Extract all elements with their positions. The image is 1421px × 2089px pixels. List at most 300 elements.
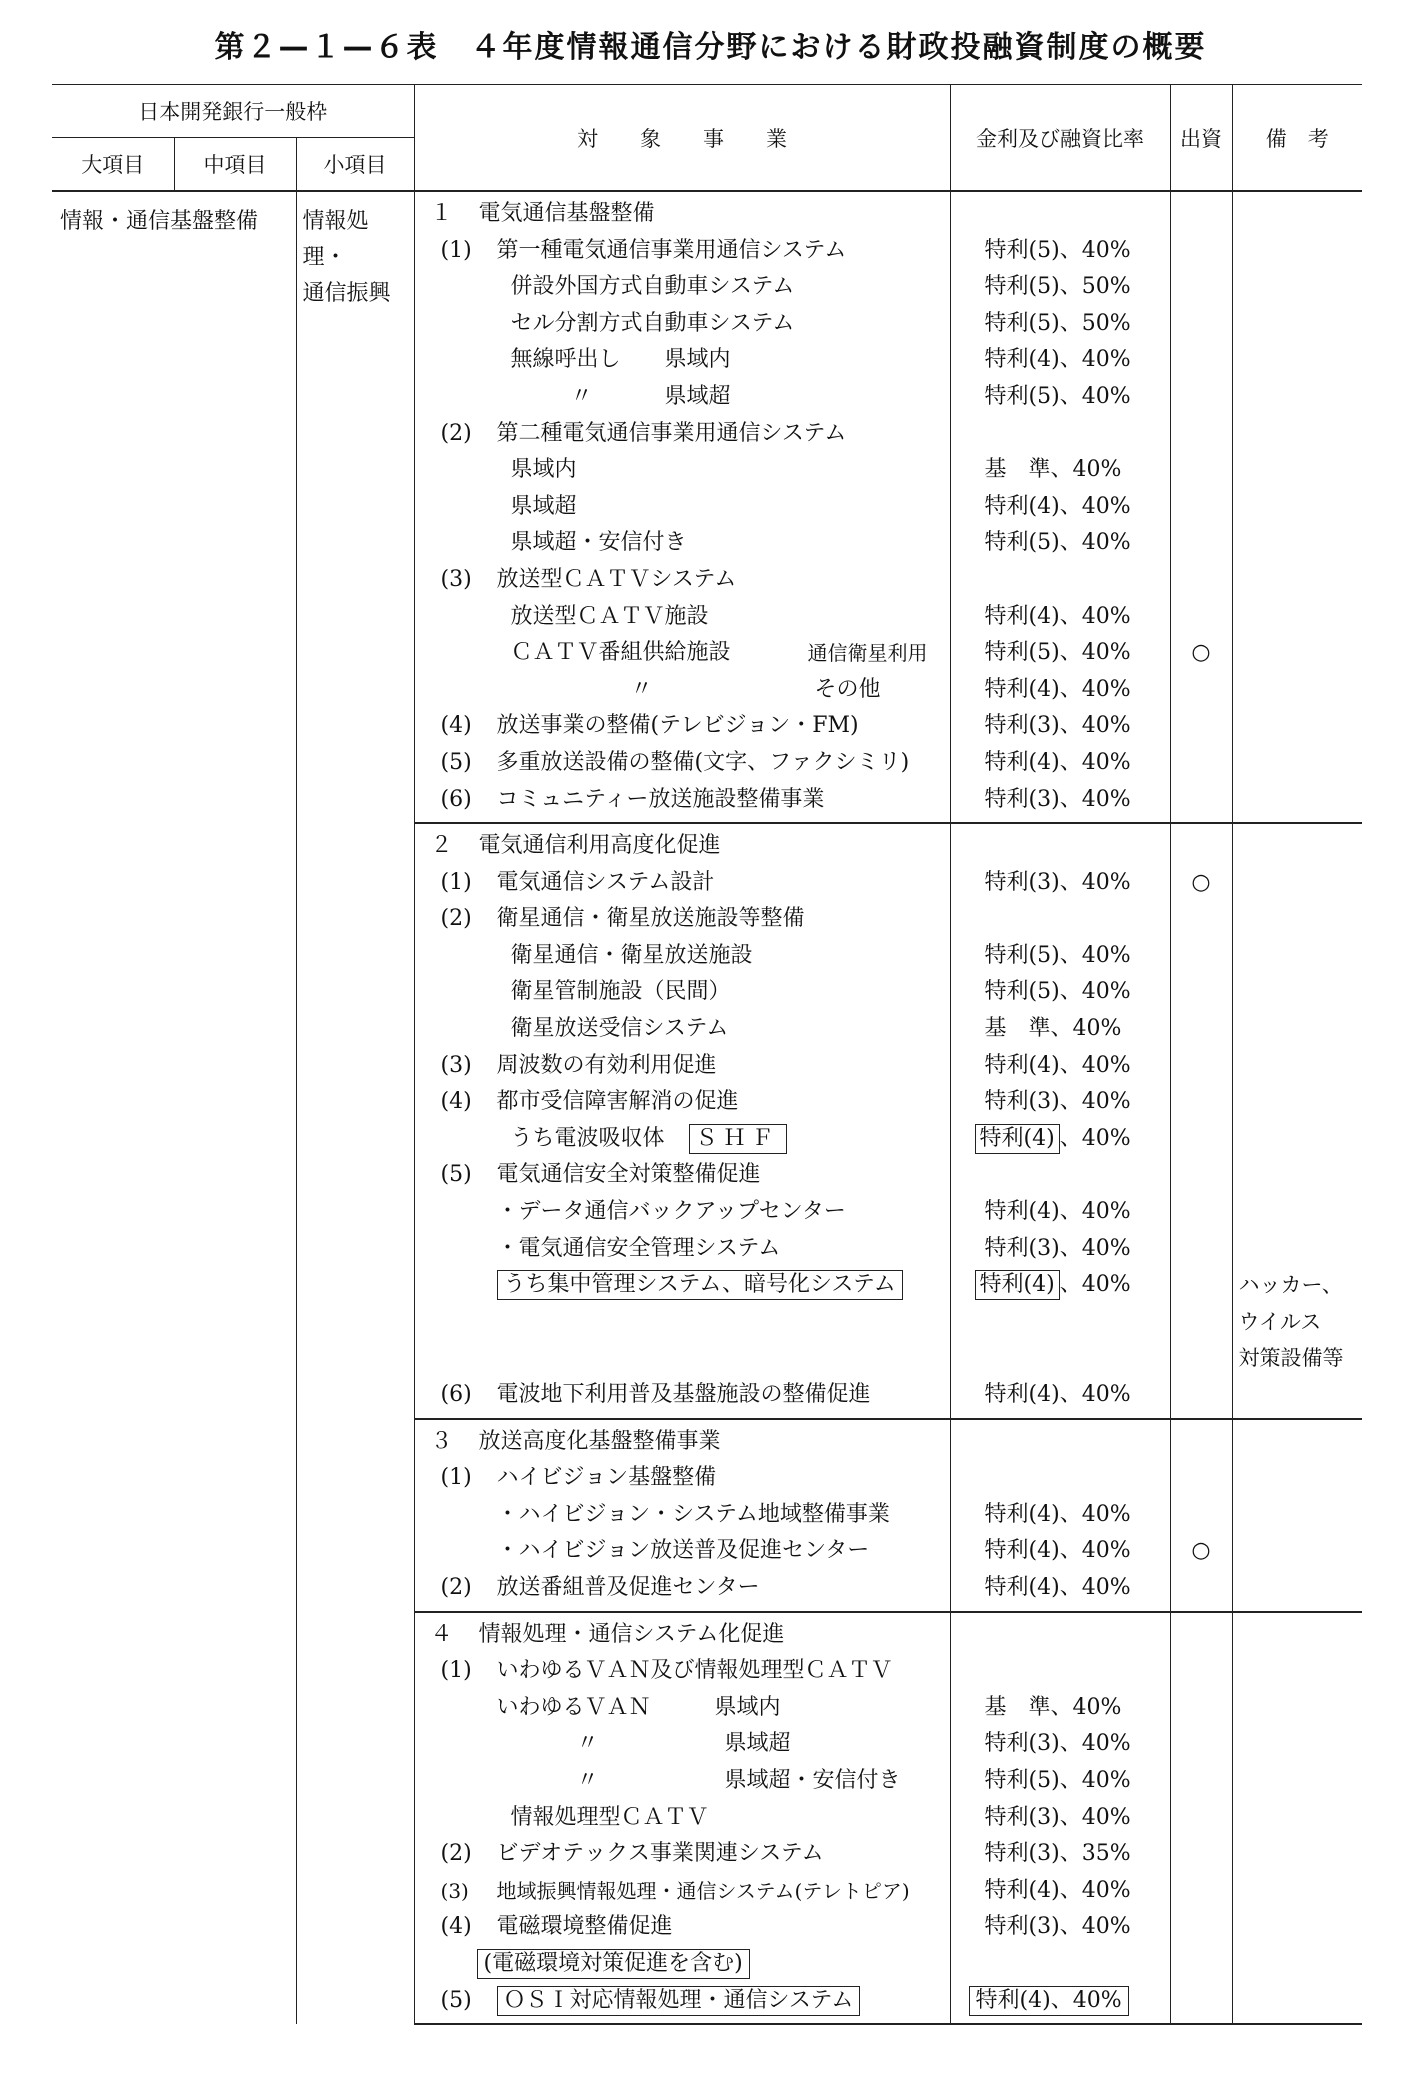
invest-line: [1171, 1231, 1232, 1268]
notes-spacer: [1233, 1617, 1363, 1654]
rate-text: 特利(4)、40%: [984, 1574, 1131, 1600]
invest-line: [1171, 782, 1232, 819]
invest-line: [1171, 1377, 1232, 1414]
note-line: [1233, 901, 1363, 938]
rate-text: 特利(3)、40%: [984, 786, 1131, 812]
header-notes: 備 考: [1232, 85, 1362, 192]
target-line: [415, 1946, 950, 1983]
item-subtext: 通信衛星利用: [807, 641, 928, 666]
item-text: 県域超・安信付き: [510, 530, 687, 556]
rate-text: 基 準、40%: [984, 457, 1122, 483]
rate-text: 特利(4)、40%: [984, 1501, 1131, 1527]
target-line: [415, 416, 950, 453]
item-text: ビデオテックス事業関連システム: [496, 1841, 824, 1867]
invest-line: [1171, 1726, 1232, 1763]
small-item-cell: [296, 191, 414, 2024]
target-line: [415, 1157, 950, 1194]
note-line: [1233, 635, 1363, 672]
note-line: [1233, 865, 1363, 902]
note-text: ウイルス: [1238, 1309, 1322, 1334]
target-line: [415, 1340, 950, 1377]
boxed-item-text: ＯＳＩ対応情報処理・通信システム: [497, 1986, 861, 2016]
rate-spacer: [951, 196, 1170, 233]
rate-line: [951, 1690, 1170, 1727]
target-line: [415, 1570, 950, 1607]
target-line: [415, 1690, 950, 1727]
item-text: 〃: [570, 383, 593, 409]
header-large: 大項目: [52, 138, 174, 192]
invest-line: [1171, 745, 1232, 782]
target-line: [415, 635, 950, 672]
rate-text: 特利(4)、40%: [984, 1199, 1131, 1225]
note-text: 対策設備等: [1238, 1346, 1344, 1371]
section-title: 情報処理・通信システム化促進: [478, 1621, 785, 1647]
target-line: [415, 1011, 950, 1048]
header-small: 小項目: [296, 138, 414, 192]
invest-line: [1171, 306, 1232, 343]
item-text: いわゆるＶＡＮ及び情報処理型ＣＡＴＶ: [496, 1658, 893, 1684]
rate-line: [951, 1726, 1170, 1763]
item-text: 電気通信安全対策整備促進: [496, 1162, 761, 1188]
rate-text: 特利(4)、40%: [984, 676, 1131, 702]
rate-line: [951, 782, 1170, 819]
item-text: ＣＡＴＶ番組供給施設: [510, 640, 731, 666]
rate-text: 特利(3)、40%: [984, 1914, 1131, 1940]
boxed-rate: 特利(4): [975, 1270, 1060, 1300]
invest-line: [1171, 1836, 1232, 1873]
target-line: [415, 306, 950, 343]
item-text: 第一種電気通信事業用通信システム: [496, 237, 847, 263]
item-subtext: 県域内: [664, 347, 731, 373]
rate-line: [951, 1800, 1170, 1837]
item-text: 地域振興情報処理・通信システム(テレトピア): [496, 1878, 910, 1903]
invest-line: [1171, 1763, 1232, 1800]
invest-line: [1171, 562, 1232, 599]
note-line: [1233, 1460, 1363, 1497]
rate-text: 基 準、40%: [984, 1694, 1122, 1720]
rate-text: 特利(4)、40%: [984, 1052, 1131, 1078]
note-line: [1233, 1304, 1363, 1341]
invest-line: [1171, 1048, 1232, 1085]
rate-text: 特利(3)、40%: [984, 713, 1131, 739]
rate-line: [951, 1763, 1170, 1800]
rate-line: [951, 1377, 1170, 1414]
rate-line: [951, 379, 1170, 416]
rate-text: 特利(5)、40%: [984, 530, 1131, 556]
rate-text: 特利(4)、40%: [984, 603, 1131, 629]
notes-spacer: [1233, 1424, 1363, 1461]
rate-text: 特利(4)、40%: [984, 347, 1131, 373]
note-line: [1233, 708, 1363, 745]
invest-line: [1171, 1084, 1232, 1121]
item-text: 衛星通信・衛星放送施設: [510, 942, 753, 968]
rate-text: 特利(5)、50%: [984, 274, 1131, 300]
target-line: [415, 1800, 950, 1837]
rate-line: [951, 306, 1170, 343]
item-text: 多重放送設備の整備(文字、ファクシミリ): [496, 749, 910, 775]
item-text: コミュニティー放送施設整備事業: [496, 786, 825, 812]
target-line: [415, 1267, 950, 1304]
invest-line: [1171, 342, 1232, 379]
rate-rest: 、40%: [1059, 1125, 1131, 1151]
rate-text: 特利(4)、40%: [984, 1382, 1131, 1407]
rate-text: 特利(4)、40%: [984, 749, 1131, 775]
invest-line: [1171, 1873, 1232, 1910]
investment-circle-icon: ○: [1191, 869, 1211, 895]
item-text: 放送事業の整備(テレビジョン・FM): [496, 713, 859, 739]
rate-line: [951, 1048, 1170, 1085]
note-line: [1233, 452, 1363, 489]
item-text: 併設外国方式自動車システム: [510, 274, 795, 300]
page-title: 第２—１—６表 ４年度情報通信分野における財政投融資制度の概要: [214, 30, 1207, 65]
invest-line: [1171, 974, 1232, 1011]
target-line: [415, 562, 950, 599]
rate-line: [951, 1194, 1170, 1231]
section-title: 電気通信基盤整備: [478, 201, 655, 226]
invest-line: [1171, 233, 1232, 270]
section-target-cell: [414, 1612, 950, 2025]
invest-line: [1171, 525, 1232, 562]
rate-line: [951, 1653, 1170, 1690]
target-line: [415, 1909, 950, 1946]
rate-text: 特利(3)、40%: [984, 1804, 1131, 1830]
note-line: [1233, 1946, 1363, 1983]
invest-line: [1171, 1011, 1232, 1048]
item-text: 無線呼出し: [510, 347, 621, 373]
item-text: 〃: [576, 1767, 599, 1793]
invest-spacer: [1171, 196, 1232, 233]
rate-line: [951, 525, 1170, 562]
note-line: [1233, 562, 1363, 599]
note-line: [1233, 1800, 1363, 1837]
invest-line: [1171, 489, 1232, 526]
invest-line: [1171, 379, 1232, 416]
invest-line: [1171, 635, 1232, 672]
target-line: [415, 452, 950, 489]
invest-line: [1171, 1157, 1232, 1194]
note-line: [1233, 1121, 1363, 1158]
target-line: [415, 599, 950, 636]
rate-line: [951, 1084, 1170, 1121]
item-subtext: その他: [814, 676, 881, 702]
note-line: [1233, 269, 1363, 306]
note-line: [1233, 1690, 1363, 1727]
invest-line: [1171, 1690, 1232, 1727]
item-text: いわゆるＶＡＮ: [496, 1694, 651, 1720]
rate-line: [951, 1946, 1170, 1983]
target-line: [415, 1726, 950, 1763]
item-number: (6): [440, 786, 472, 812]
rate-line: [951, 1533, 1170, 1570]
invest-line: [1171, 1460, 1232, 1497]
item-text: 県域超: [510, 493, 577, 519]
rate-text: 特利(4)、40%: [984, 1877, 1131, 1903]
item-text: ・ハイビジョン放送普及促進センター: [496, 1538, 870, 1564]
item-number: (2): [440, 906, 472, 932]
note-line: [1233, 938, 1363, 975]
item-text: 都市受信障害解消の促進: [496, 1089, 739, 1115]
note-line: [1233, 379, 1363, 416]
item-number: (6): [440, 1382, 472, 1407]
target-line: [415, 901, 950, 938]
rate-text: 特利(5)、40%: [984, 237, 1131, 263]
target-line: [415, 1304, 950, 1341]
rate-text: 特利(5)、40%: [984, 979, 1131, 1005]
invest-line: [1171, 1121, 1232, 1158]
section-notes-cell: [1232, 1612, 1362, 2025]
section-title: 放送高度化基盤整備事業: [478, 1428, 721, 1454]
target-line: [415, 1653, 950, 1690]
invest-line: [1171, 672, 1232, 709]
rate-rest: 、40%: [1059, 1272, 1131, 1298]
item-number: (5): [440, 749, 472, 775]
note-line: [1233, 1909, 1363, 1946]
invest-line: [1171, 269, 1232, 306]
item-text: ・電気通信安全管理システム: [496, 1235, 781, 1261]
note-line: [1233, 416, 1363, 453]
rate-line: [951, 974, 1170, 1011]
section-notes-cell: [1232, 191, 1362, 823]
header-invest: 出資: [1170, 85, 1232, 192]
section-number: ４: [430, 1621, 453, 1647]
note-line: [1233, 1377, 1363, 1414]
invest-line: [1171, 1653, 1232, 1690]
rate-line: [951, 865, 1170, 902]
target-line: [415, 1231, 950, 1268]
target-line: [415, 974, 950, 1011]
item-number: (1): [440, 237, 472, 263]
note-line: [1233, 1231, 1363, 1268]
target-line: [415, 1121, 950, 1158]
invest-line: [1171, 1304, 1232, 1341]
rate-line: [951, 1873, 1170, 1910]
header-medium: 中項目: [174, 138, 296, 192]
section-invest-cell: [1170, 1612, 1232, 2025]
item-text: 放送番組普及促進センター: [496, 1574, 760, 1600]
invest-line: [1171, 1570, 1232, 1607]
invest-spacer: [1171, 1424, 1232, 1461]
rate-line: [951, 269, 1170, 306]
note-line: [1233, 782, 1363, 819]
rate-spacer: [951, 1424, 1170, 1461]
note-line: [1233, 306, 1363, 343]
item-subtext: 県域超: [664, 383, 731, 409]
rate-line: [951, 901, 1170, 938]
item-number: (1): [440, 1465, 472, 1491]
section-invest-cell: [1170, 823, 1232, 1419]
rate-line: [951, 452, 1170, 489]
note-line: [1233, 342, 1363, 379]
invest-spacer: [1171, 1617, 1232, 1654]
notes-spacer: [1233, 828, 1363, 865]
target-line: [415, 672, 950, 709]
section-notes-cell: [1232, 1419, 1362, 1612]
note-line: [1233, 1267, 1363, 1304]
rate-line: [951, 562, 1170, 599]
target-line: [415, 269, 950, 306]
notes-spacer: [1233, 196, 1363, 233]
large-item-label: 情報・通信基盤整備: [60, 209, 259, 234]
item-text: セル分割方式自動車システム: [510, 310, 795, 336]
rate-text: 特利(4)、40%: [984, 1538, 1131, 1564]
item-text: 〃: [630, 676, 653, 702]
target-line: [415, 1983, 950, 2020]
target-line: [415, 782, 950, 819]
rate-line: [951, 599, 1170, 636]
target-line: [415, 1194, 950, 1231]
note-line: [1233, 599, 1363, 636]
rate-line: [951, 1121, 1170, 1158]
item-subtext: 県域内: [714, 1694, 781, 1720]
item-text: 〃: [576, 1731, 599, 1757]
item-text: 衛星通信・衛星放送施設等整備: [496, 906, 805, 932]
note-line: [1233, 1836, 1363, 1873]
target-line: [415, 1084, 950, 1121]
invest-line: [1171, 1983, 1232, 2020]
rate-line: [951, 1340, 1170, 1377]
invest-line: [1171, 1194, 1232, 1231]
rate-line: [951, 1497, 1170, 1534]
item-text: 電気通信システム設計: [496, 869, 715, 895]
rate-line: [951, 416, 1170, 453]
target-line: [415, 1460, 950, 1497]
item-number: (1): [440, 1658, 472, 1684]
section-number: １: [430, 201, 453, 226]
item-number: (2): [440, 1841, 472, 1867]
section-number: ３: [430, 1428, 453, 1454]
note-line: [1233, 1497, 1363, 1534]
note-line: [1233, 1873, 1363, 1910]
note-line: [1233, 1011, 1363, 1048]
target-line: [415, 233, 950, 270]
invest-line: [1171, 1533, 1232, 1570]
item-number: (3): [440, 1052, 472, 1078]
item-text: 県域内: [510, 457, 577, 483]
rate-line: [951, 1460, 1170, 1497]
note-line: [1233, 745, 1363, 782]
note-line: [1233, 233, 1363, 270]
investment-circle-icon: ○: [1191, 640, 1211, 666]
section-invest-cell: [1170, 1419, 1232, 1612]
item-number: (4): [440, 1914, 472, 1940]
note-line: [1233, 489, 1363, 526]
item-text: 衛星放送受信システム: [510, 1016, 729, 1042]
target-line: [415, 1497, 950, 1534]
item-text: 放送型ＣＡＴＶ施設: [510, 603, 709, 629]
rate-line: [951, 1011, 1170, 1048]
item-number: (2): [440, 420, 472, 446]
target-line: [415, 1377, 950, 1414]
rate-line: [951, 1231, 1170, 1268]
item-text: ・ハイビジョン・システム地域整備事業: [496, 1501, 890, 1527]
section-rate-cell: [950, 191, 1170, 823]
invest-spacer: [1171, 828, 1232, 865]
target-line: [415, 745, 950, 782]
rate-line: [951, 635, 1170, 672]
item-text: 電波地下利用普及基盤施設の整備促進: [496, 1382, 871, 1407]
rate-text: 特利(5)、40%: [984, 1767, 1131, 1793]
item-text: 周波数の有効利用促進: [496, 1052, 717, 1078]
rate-line: [951, 1267, 1170, 1304]
note-line: [1233, 525, 1363, 562]
target-line: [415, 525, 950, 562]
invest-line: [1171, 452, 1232, 489]
rate-line: [951, 708, 1170, 745]
target-line: [415, 342, 950, 379]
target-line: [415, 1873, 950, 1910]
note-line: [1233, 1533, 1363, 1570]
section-rate-cell: [950, 1419, 1170, 1612]
target-line: [415, 1533, 950, 1570]
rate-line: [951, 672, 1170, 709]
target-line: [415, 489, 950, 526]
item-text: うち電波吸収体: [510, 1125, 665, 1151]
section-heading: [415, 828, 950, 865]
section-invest-cell: [1170, 191, 1232, 823]
target-line: [415, 708, 950, 745]
item-text: 電磁環境整備促進: [496, 1914, 673, 1940]
note-line: [1233, 1570, 1363, 1607]
invest-line: [1171, 901, 1232, 938]
section-target-cell: [414, 823, 950, 1419]
note-line: [1233, 1653, 1363, 1690]
boxed-item-text: (電磁環境対策促進を含む): [477, 1949, 750, 1979]
section-number: ２: [430, 833, 453, 859]
note-line: [1233, 1084, 1363, 1121]
rate-line: [951, 1836, 1170, 1873]
rate-text: 特利(5)、40%: [984, 383, 1131, 409]
header-rate: 金利及び融資比率: [950, 85, 1170, 192]
invest-line: [1171, 1909, 1232, 1946]
note-line: [1233, 1048, 1363, 1085]
target-line: [415, 865, 950, 902]
rate-line: [951, 1157, 1170, 1194]
note-line: [1233, 1340, 1363, 1377]
item-number: (4): [440, 1089, 472, 1115]
note-line: [1233, 1157, 1363, 1194]
rate-line: [951, 1983, 1170, 2020]
invest-line: [1171, 1800, 1232, 1837]
target-line: [415, 1048, 950, 1085]
rate-line: [951, 1909, 1170, 1946]
invest-line: [1171, 1497, 1232, 1534]
invest-line: [1171, 938, 1232, 975]
rate-text: 特利(3)、40%: [984, 1235, 1131, 1261]
item-text: ・データ通信バックアップセンター: [496, 1199, 846, 1225]
item-text: 放送型ＣＡＴＶシステム: [496, 566, 737, 592]
boxed-rate: 特利(4): [975, 1124, 1060, 1154]
note-line: [1233, 974, 1363, 1011]
item-number: (1): [440, 869, 472, 895]
note-line: [1233, 672, 1363, 709]
note-text: ハッカー、: [1238, 1273, 1343, 1298]
invest-line: [1171, 599, 1232, 636]
invest-line: [1171, 865, 1232, 902]
section-heading: [415, 196, 950, 233]
item-subtext: 県域超・安信付き: [724, 1767, 901, 1793]
target-line: [415, 1763, 950, 1800]
section-heading: [415, 1424, 950, 1461]
section-notes-cell: [1232, 823, 1362, 1419]
rate-line: [951, 342, 1170, 379]
item-subtext: 県域超: [724, 1731, 791, 1757]
item-number: (5): [440, 1162, 472, 1188]
section-target-cell: [414, 191, 950, 823]
rate-spacer: [951, 828, 1170, 865]
item-text: ハイビジョン基盤整備: [496, 1465, 717, 1491]
note-line: [1233, 1726, 1363, 1763]
rate-text: 特利(3)、40%: [984, 1731, 1131, 1757]
